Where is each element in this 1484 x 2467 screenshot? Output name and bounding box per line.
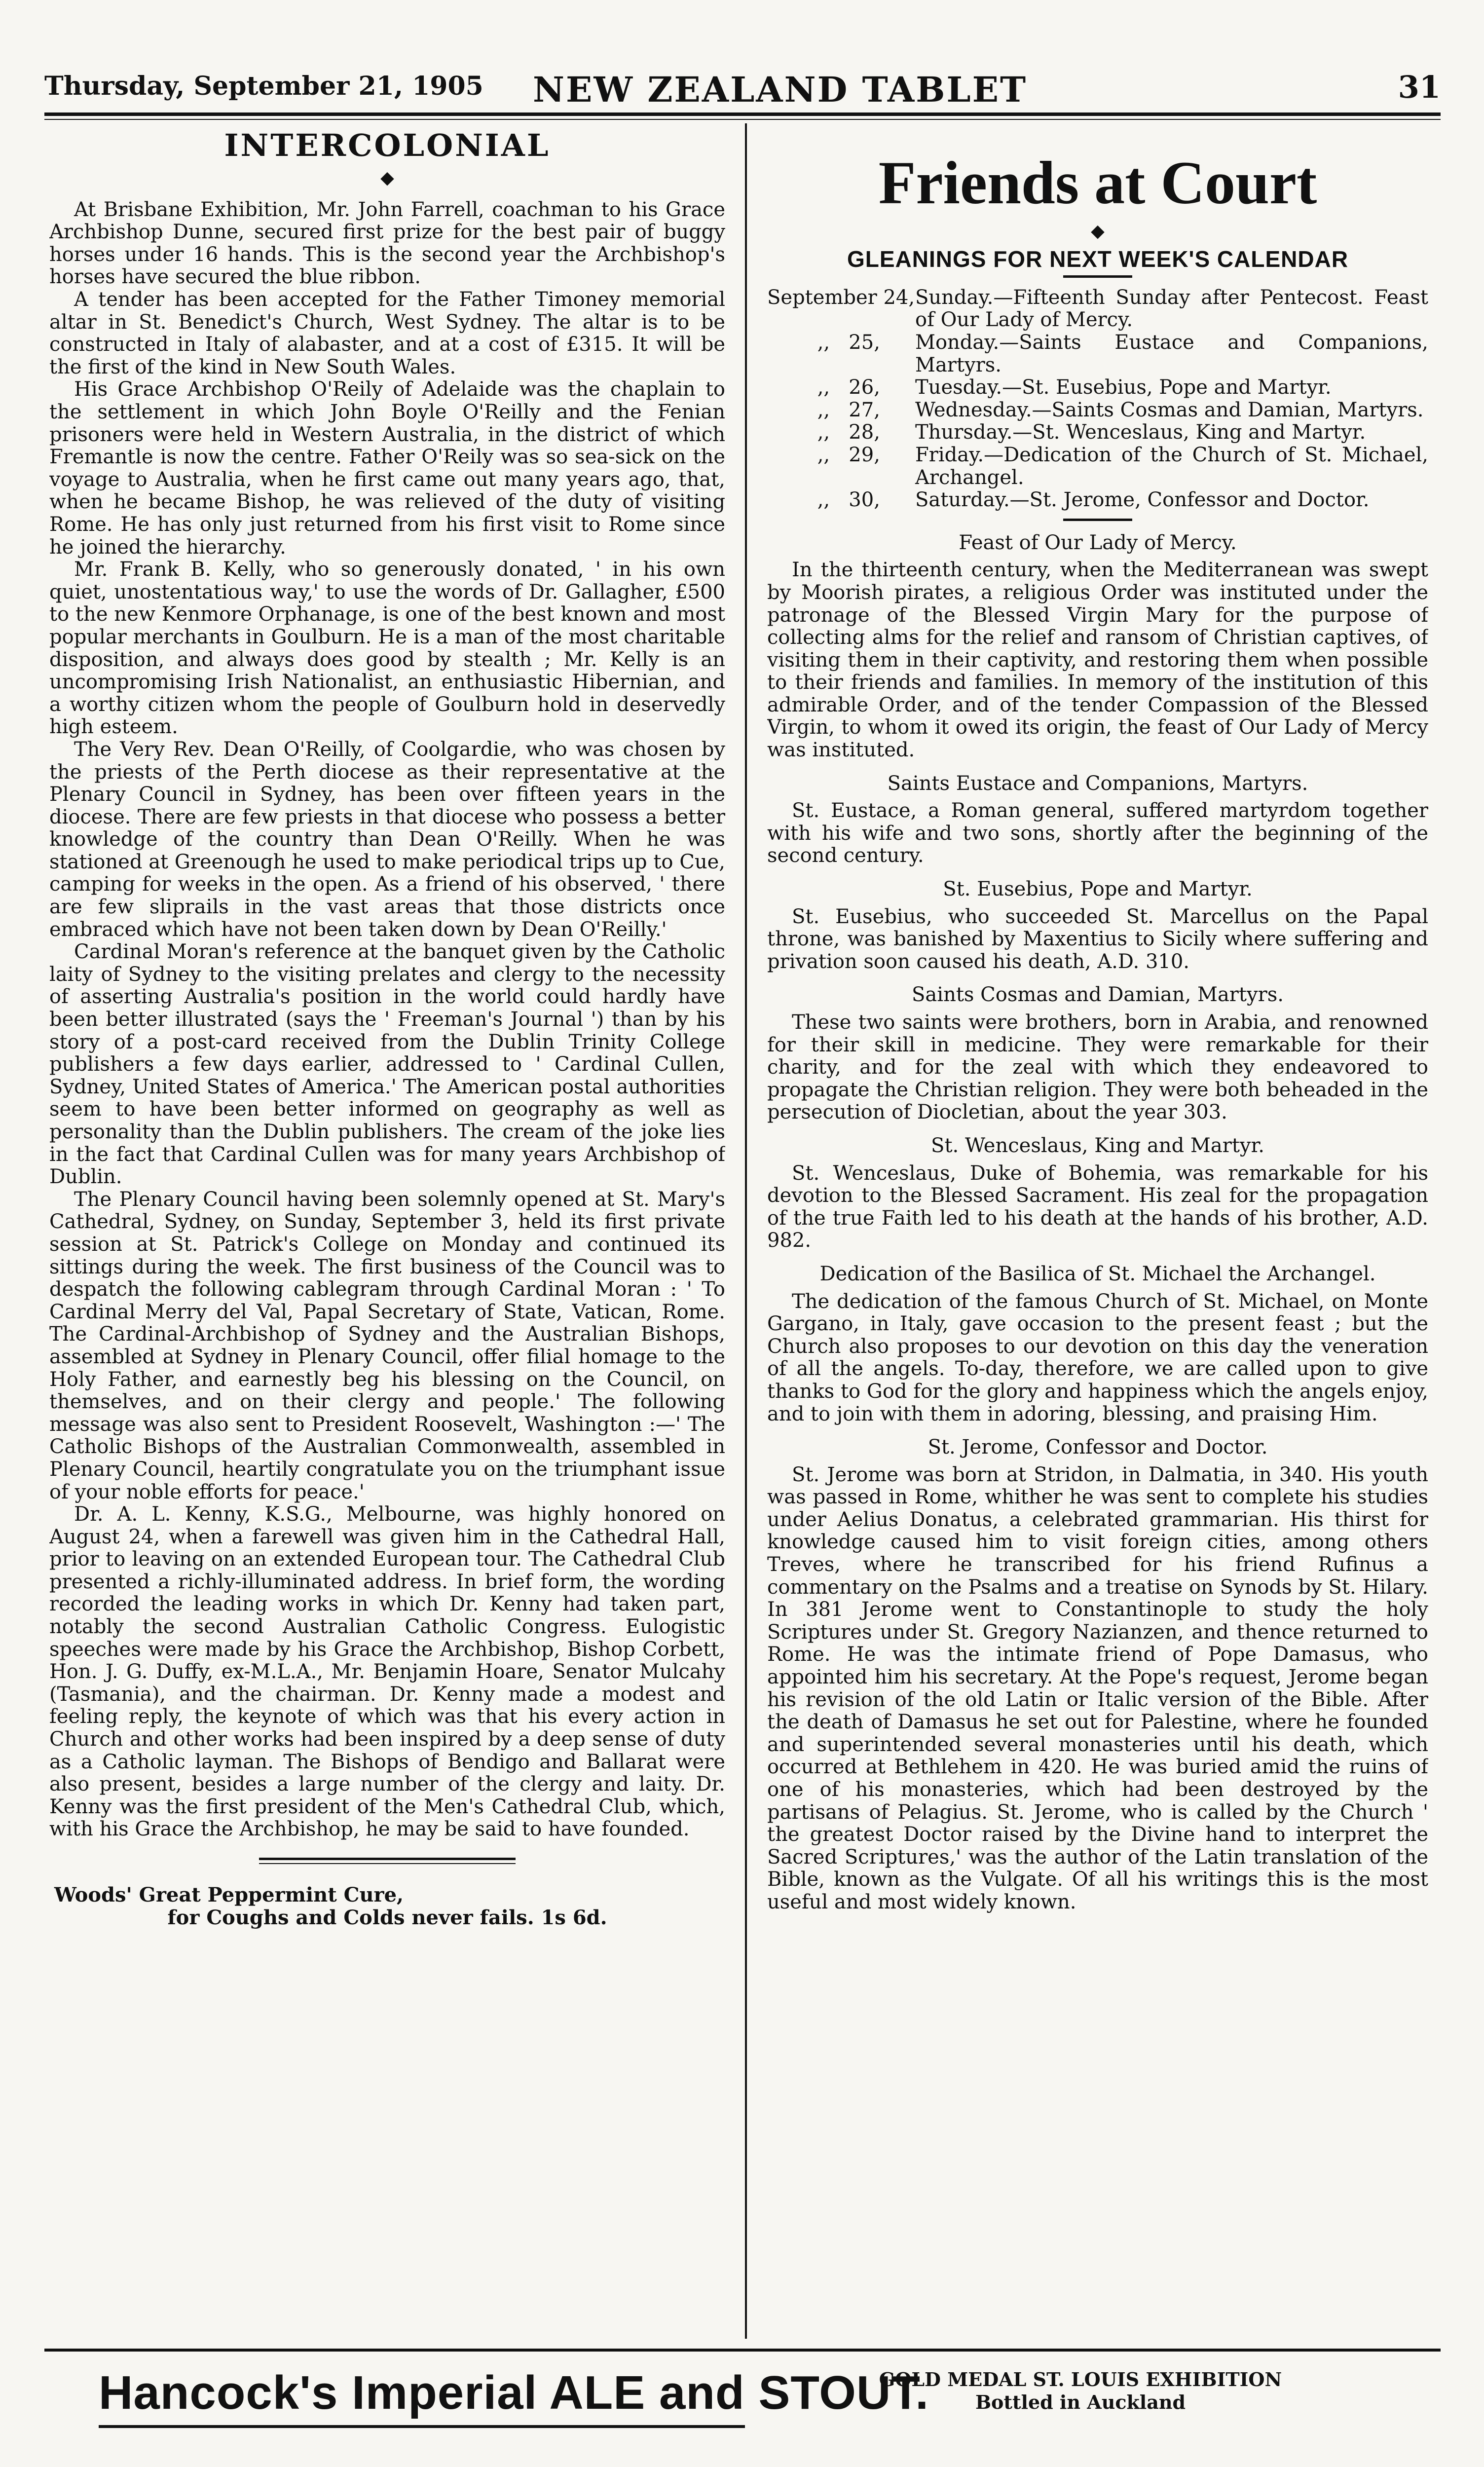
calendar-date: ,, 30,	[767, 488, 880, 512]
calendar-entry: Wednesday.—Saints Cosmas and Damian, Martyrs.	[915, 398, 1424, 421]
page-number: 31	[1398, 69, 1441, 105]
friends-at-court-title: Friends at Court	[878, 149, 1317, 217]
calendar-entry: Saturday.—St. Jerome, Confessor and Doctor.	[915, 488, 1370, 512]
section-body: St. Eustace, a Roman general, suffered martyrdom together with his wife and two sons, shortly after the beginning of the second century.	[767, 799, 1428, 867]
section-heading: St. Eusebius, Pope and Martyr.	[943, 878, 1253, 901]
header-rule	[44, 112, 1441, 116]
peppermint-ad-line2: for Coughs and Colds never fails. 1s 6d.	[167, 1906, 607, 1929]
calendar-date: ,, 27,	[767, 398, 880, 421]
calendar-row	[767, 489, 1428, 512]
section-heading: St. Wenceslaus, King and Martyr.	[931, 1134, 1264, 1157]
section-body: In the thirteenth century, when the Mediterranean was swept by Moorish pirates, a religious Order was instituted under the patronage of the Blessed Virgin Mary for the purpose of collecting alms for the relief and ransom of Christian captives, of visiting them in their captivity, and restoring them when possible to their friends and families. In memory of the institution of this admirable Order, and of the tender Compassion of the Blessed Virgin, to whom it owed its origin, the feast of Our Lady of Mercy was instituted.	[767, 559, 1428, 762]
left-column	[49, 128, 725, 2344]
section-body: St. Wenceslaus, Duke of Bohemia, was remarkable for his devotion to the Blessed Sacrament. His zeal for the propagation of the true Faith led to his death at the hands of his brother, A.D. 982.	[767, 1161, 1428, 1252]
calendar-date: ,, 26,	[767, 376, 880, 399]
calendar-date: ,, 28,	[767, 421, 880, 444]
article-paragraph: His Grace Archbishop O'Reily of Adelaide was the chaplain to the settlement in which John Boyle O'Reilly and the Fenian prisoners were held in Western Australia, in the district of which Fremantle is now the centre. Father O'Reily was so sea-sick on the voyage to Australia, when he first came out many years ago, that, when he became Bishop, he was relieved of the duty of visiting Rome. He has only just returned from his first visit to Rome since he joined the hierarchy.	[49, 378, 725, 559]
column-divider	[745, 123, 747, 2339]
section-heading: Dedication of the Basilica of St. Michael the Archangel.	[819, 1262, 1376, 1285]
calendar-date: ,, 29,	[767, 443, 880, 466]
calendar-entry: Friday.—Dedication of the Church of St. Michael, Archangel.	[915, 443, 1428, 489]
section-body: St. Jerome was born at Stridon, in Dalmatia, in 340. His youth was passed in Rome, whither he was sent to complete his studies under Aelius Donatus, a celebrated grammarian. His thirst for knowledge caused him to visit foreign cities, among others Treves, where he transcribed for his friend Rufinus a commentary on the Psalms and a treatise on Synods by St. Hilary. In 381 Jerome went to Constantinople to study the holy Scriptures under St. Gregory Nazianzen, and thence returned to Rome. He was the intimate friend of Pope Damasus, who appointed him his secretary. At the Pope's request, Jerome began his revision of the old Latin or Italic version of the Bible. After the death of Damasus he set out for Palestine, where he founded and superintended several monasteries until his death, which occurred at Bethlehem in 420. He was buried amid the ruins of one of his monasteries, which had been destroyed by the partisans of Pelagius. St. Jerome, who is called by the Church ' the greatest Doctor raised by the Divine hand to interpret the Sacred Scriptures,' was the author of the Latin translation of the Bible, known as the Vulgate. Of all his writings this is the most useful and most widely known.	[767, 1463, 1428, 1913]
calendar-list	[767, 287, 1428, 512]
calendar-row	[767, 399, 1428, 422]
peppermint-ad-line1: Woods' Great Peppermint Cure,	[54, 1883, 404, 1907]
article-paragraph: At Brisbane Exhibition, Mr. John Farrell, coachman to his Grace Archbishop Dunne, secured first prize for the best pair of buggy horses under 16 hands. This is the second year the Archbishop's horses have secured the blue ribbon.	[49, 198, 725, 289]
section-body: The dedication of the famous Church of St. Michael, on Monte Gargano, in Italy, gave occasion to the present feast ; but the Church also proposes to our devotion on this day the veneration of all the angels. To-day, therefore, we are called upon to give thanks to God for the glory and happiness which the angels enjoy, and to join with them in adoring, blessing, and praising Him.	[767, 1290, 1428, 1425]
calendar-entry: Thursday.—St. Wenceslaus, King and Martyr.	[915, 421, 1366, 444]
section-heading: Saints Eustace and Companions, Martyrs.	[887, 772, 1308, 795]
article-paragraph: A tender has been accepted for the Father Timoney memorial altar in St. Benedict's Church, West Sydney. The altar is to be constructed in Italy of alabaster, and at a cost of £315. It will be the first of the kind in New South Wales.	[49, 288, 725, 378]
calendar-row	[767, 421, 1428, 444]
section-body: These two saints were brothers, born in Arabia, and renowned for their skill in medicine. They were remarkable for their charity, and for the zeal with which they endeavored to propagate the Christian religion. They were both beheaded in the persecution of Diocletian, about the year 303.	[767, 1011, 1428, 1124]
section-heading: St. Jerome, Confessor and Doctor.	[928, 1436, 1268, 1459]
gold-medal-notice	[868, 2368, 1293, 2413]
section-body: St. Eusebius, who succeeded St. Marcellus on the Papal throne, was banished by Maxentius to Sicily where suffering and privation soon caused his death, A.D. 310.	[767, 905, 1428, 973]
calendar-date: September 24,	[767, 286, 915, 309]
calendar-rule	[1063, 519, 1132, 521]
article-paragraph: Dr. A. L. Kenny, K.S.G., Melbourne, was highly honored on August 24, when a farewell was given him in the Cathedral Hall, prior to leaving on an extended European tour. The Cathedral Club presented a richly-illuminated address. In brief form, the wording recorded the leading works in which Dr. Kenny had taken part, notably the second Australian Catholic Congress. Eulogistic speeches were made by his Grace the Archbishop, Bishop Corbett, Hon. J. G. Duffy, ex-M.L.A., Mr. Benjamin Hoare, Senator Mulcahy (Tasmania), and the chairman. Dr. Kenny made a modest and feeling reply, the keynote of which was that his every action in Church and other works had been inspired by a deep sense of duty as a Catholic layman. The Bishops of Bendigo and Ballarat were also present, besides a large number of the clergy and laity. Dr. Kenny was the first president of the Men's Cathedral Club, which, with his Grace the Archbishop, he may be said to have founded.	[49, 1503, 725, 1841]
section-heading: Saints Cosmas and Damian, Martyrs.	[912, 983, 1284, 1007]
ad-rule	[259, 1858, 516, 1860]
calendar-row	[767, 444, 1428, 489]
issue-date: Thursday, September 21, 1905	[44, 71, 483, 101]
calendar-entry: Monday.—Saints Eustace and Companions, Martyrs.	[915, 331, 1428, 376]
page-header	[44, 69, 1441, 109]
header-rule-thin	[44, 119, 1441, 120]
article-paragraph: The Plenary Council having been solemnly opened at St. Mary's Cathedral, Sydney, on Sunday, September 3, held its first private session at St. Patrick's College on Monday and continued its sittings during the week. The first business of the Council was to despatch the following cablegram through Cardinal Moran : ' To Cardinal Merry del Val, Papal Secretary of State, Vatican, Rome. The Cardinal-Archbishop of Sydney and the Australian Bishops, assembled at Sydney in Plenary Council, offer filial homage to the Holy Father, and earnestly beg his blessing on the Council, on themselves, and on their clergy and people.' The following message was also sent to President Roosevelt, Washington :—' The Catholic Bishops of the Australian Commonwealth, assembled in Plenary Council, heartily congratulate you on the triumphant issue of your noble efforts for peace.'	[49, 1188, 725, 1503]
friends-divider: ◆	[1091, 221, 1105, 242]
calendar-row	[767, 376, 1428, 399]
gold-medal-line1: GOLD MEDAL ST. LOUIS EXHIBITION	[879, 2368, 1282, 2391]
hancocks-ale-ad: Hancock's Imperial ALE and STOUT.	[99, 2366, 929, 2419]
calendar-entry: Tuesday.—St. Eusebius, Pope and Martyr.	[915, 376, 1332, 399]
calendar-row	[767, 332, 1428, 376]
article-paragraph: The Very Rev. Dean O'Reilly, of Coolgardie, who was chosen by the priests of the Perth diocese as their representative at the Plenary Council in Sydney, has been over fifteen years in the diocese. There are few priests in that diocese who possess a better knowledge of the country than Dean O'Reilly. When he was stationed at Greenough he used to make periodical trips up to Cue, camping for weeks in the open. As a friend of his observed, ' there are few sliprails in the vast areas that those districts once embraced which have not been taken down by Dean O'Reilly.'	[49, 738, 725, 941]
masthead-title: NEW ZEALAND TABLET	[533, 69, 1028, 110]
gold-medal-line2: Bottled in Auckland	[975, 2391, 1186, 2413]
calendar-row	[767, 287, 1428, 332]
article-paragraph: Cardinal Moran's reference at the banquet given by the Catholic laity of Sydney to the visiting prelates and clergy to the necessity of asserting Australia's position in the world could hardly have been better illustrated (says the ' Freeman's Journal ') than by his story of a post-card received from the Dublin Trinity College publishers a few days earlier, addressed to ' Cardinal Cullen, Sydney, United States of America.' The American postal authorities seem to have been better informed on geography as well as personality than the Dublin publishers. The cream of the joke lies in the fact that Cardinal Cullen was for many years Archbishop of Dublin.	[49, 940, 725, 1189]
intercolonial-title: INTERCOLONIAL	[224, 128, 551, 163]
calendar-subtitle: GLEANINGS FOR NEXT WEEK'S CALENDAR	[847, 246, 1349, 272]
calendar-date: ,, 25,	[767, 331, 880, 354]
ad-rule-thin	[259, 1863, 516, 1864]
right-column	[767, 148, 1428, 2344]
article-paragraph: Mr. Frank B. Kelly, who so generously donated, ' in his own quiet, unostentatious way,' to use the words of Dr. Gallagher, £500 to the new Kenmore Orphanage, is one of the best known and most popular merchants in Goulburn. He is a man of the most charitable disposition, and always does good by stealth ; Mr. Kelly is an uncompromising Irish Nationalist, an enthusiastic Hibernian, and a worthy citizen whom the people of Goulburn hold in deservedly high esteem.	[49, 558, 725, 739]
title-divider: ◆	[380, 167, 394, 188]
footer-ad-underline	[99, 2425, 745, 2428]
subtitle-rule	[1063, 275, 1132, 278]
section-heading: Feast of Our Lady of Mercy.	[959, 531, 1237, 554]
footer-rule	[44, 2349, 1441, 2352]
calendar-entry: Sunday.—Fifteenth Sunday after Pentecost. Feast of Our Lady of Mercy.	[915, 286, 1428, 332]
